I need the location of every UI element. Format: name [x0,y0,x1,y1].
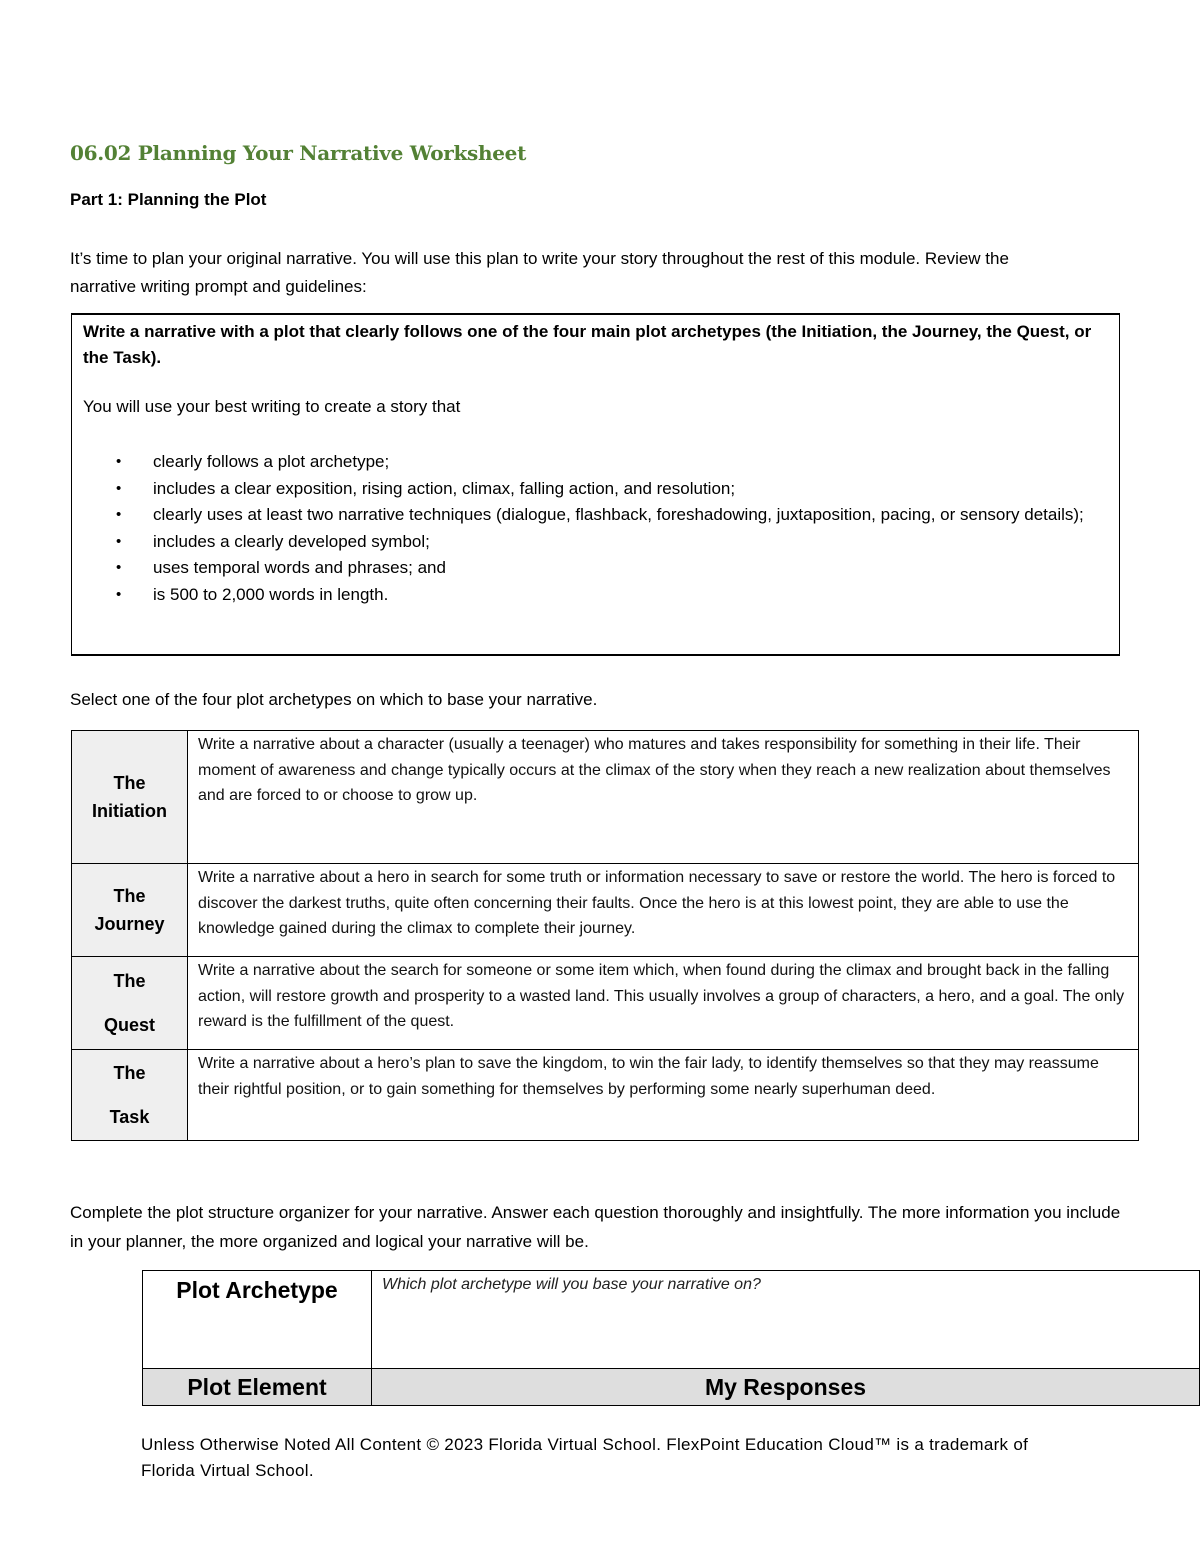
list-item: • includes a clear exposition, rising action, climax, falling action, and resolution; [72,476,1112,503]
table-row [143,1271,1200,1369]
bullet-icon: • [116,506,122,523]
page-title: 06.02 Planning Your Narrative Worksheet [70,141,527,165]
plot-organizer-table [142,1270,1200,1406]
my-responses-header: My Responses [372,1369,1200,1406]
plot-archetype-response-field[interactable]: Which plot archetype will you base your narrative on? [372,1271,1200,1369]
list-item: • clearly follows a plot archetype; [72,449,1112,476]
prompt-box [71,313,1120,656]
archetype-description: Write a narrative about the search for someone or some item which, when found during the climax and brought back in the falling action, will restore growth and prosperity to a wasted land. This usually involves a group of characters, a hero, and a goal. The only reward is the fulfillment of the quest. [188,957,1139,1050]
bullet-icon: • [116,559,122,576]
archetype-label: The Journey [72,864,188,957]
table-row [72,731,1139,864]
table-row [72,864,1139,957]
part-heading: Part 1: Planning the Plot [70,190,267,209]
prompt-main-text: Write a narrative with a plot that clearly follows one of the four main plot archetypes (the Initiation, the Journey, the Quest, or the Task). [83,322,1092,367]
plot-archetype-label: Plot Archetype [143,1271,372,1369]
organizer-instruction: Complete the plot structure organizer for your narrative. Answer each question thoroughly and insightfully. The more information you include in your planner, the more organized and logical your narrative will be. [70,1203,1121,1251]
guidelines-list [72,449,1112,608]
table-header-row [143,1369,1200,1406]
archetype-description: Write a narrative about a character (usually a teenager) who matures and takes responsibility for something in their life. Their moment of awareness and change typically occurs at the climax of the story when they reach a new realization about themselves and are forced to or choose to grow up. [188,731,1139,864]
prompt-sub-text: You will use your best writing to create a story that [83,397,461,416]
copyright-footer: Unless Otherwise Noted All Content © 2023 Florida Virtual School. FlexPoint Education Cloud™ is a trademark of Florida Virtual School. [141,1435,1029,1480]
intro-paragraph: It’s time to plan your original narrative. You will use this plan to write your story throughout the rest of this module. Review the narrative writing prompt and guidelines: [70,249,1009,296]
table-row [72,1050,1139,1141]
archetype-label: The Quest [72,957,188,1050]
list-item: • includes a clearly developed symbol; [72,529,1112,556]
select-instruction: Select one of the four plot archetypes on which to base your narrative. [70,690,598,709]
archetype-description: Write a narrative about a hero’s plan to save the kingdom, to win the fair lady, to identify themselves so that they may reassume their rightful position, or to gain something for themselves by performing some nearly superhuman deed. [188,1050,1139,1141]
bullet-icon: • [116,453,122,470]
bullet-icon: • [116,479,122,497]
archetype-table [71,730,1139,1141]
archetype-label: The Initiation [72,731,188,864]
archetype-description: Write a narrative about a hero in search for some truth or information necessary to save or restore the world. The hero is forced to discover the darkest truths, quite often concerning their faults. Once the hero is at this lowest point, they are able to use the knowledge gained during the climax to complete their journey. [188,864,1139,957]
plot-element-header: Plot Element [143,1369,372,1406]
list-item: • clearly uses at least two narrative techniques (dialogue, flashback, foreshadowing, juxtaposition, pacing, or sensory details); [72,502,1112,529]
table-row [72,957,1139,1050]
archetype-label: The Task [72,1050,188,1141]
bullet-icon: • [116,532,122,550]
list-item: • is 500 to 2,000 words in length. [72,582,1112,609]
bullet-icon: • [116,585,122,603]
list-item: • uses temporal words and phrases; and [72,555,1112,582]
